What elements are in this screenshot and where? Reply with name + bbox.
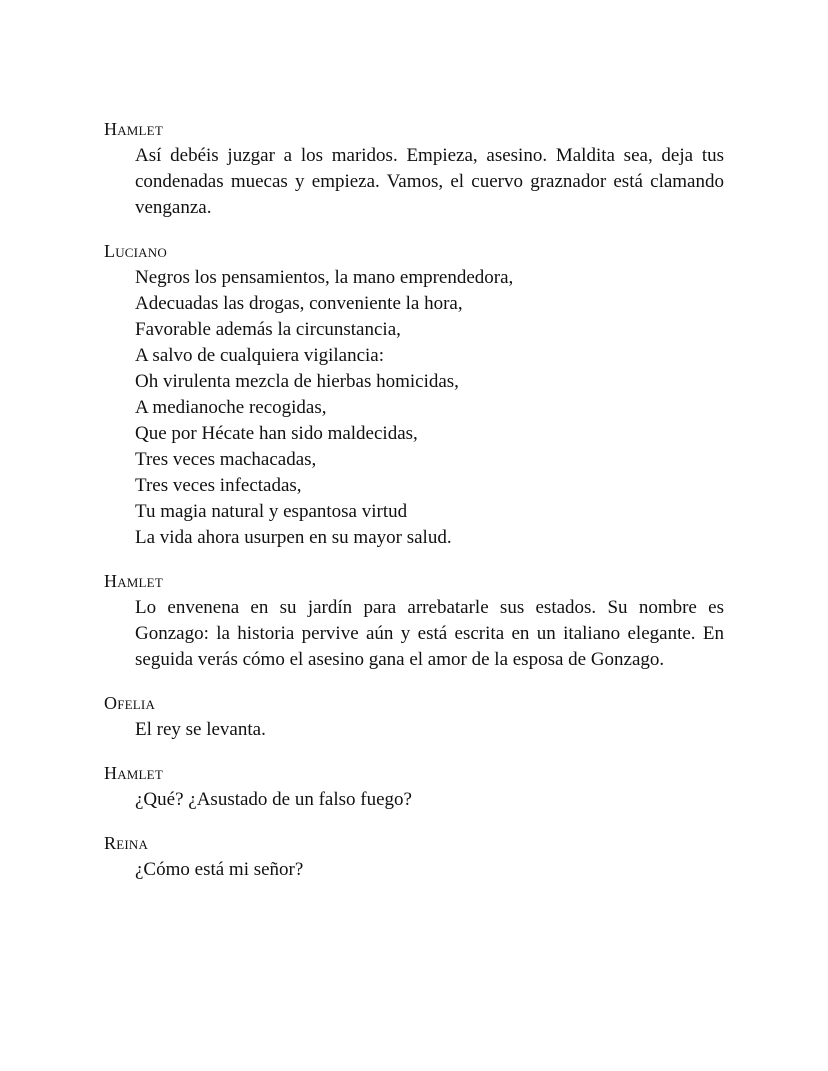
- speech-text: Así debéis juzgar a los maridos. Empieza, asesino. Maldita sea, deja tus condenadas muecas y empieza. Vamos, el cuervo graznador está clamando venganza.: [135, 145, 724, 218]
- verse-line: Adecuadas las drogas, conveniente la hora,: [135, 293, 463, 314]
- speech-text: ¿Cómo está mi señor?: [135, 859, 304, 880]
- verse-line: A medianoche recogidas,: [135, 397, 327, 418]
- speaker-name: Hamlet: [104, 763, 163, 783]
- verse-line: A salvo de cualquiera vigilancia:: [135, 345, 385, 366]
- speech-ofelia: [104, 690, 724, 743]
- verse-block: [135, 265, 724, 551]
- speaker-name: Reina: [104, 833, 149, 853]
- play-script: [104, 116, 724, 900]
- verse-line: La vida ahora usurpen en su mayor salud.: [135, 527, 452, 548]
- verse-line: Tres veces infectadas,: [135, 475, 302, 496]
- speech-luciano: [104, 238, 724, 551]
- speaker-name: Ofelia: [104, 693, 156, 713]
- speech-text: ¿Qué? ¿Asustado de un falso fuego?: [135, 789, 412, 810]
- speaker-name: Hamlet: [104, 119, 163, 139]
- speech-reina: [104, 830, 724, 883]
- speech-text: El rey se levanta.: [135, 719, 266, 740]
- speech-hamlet: [104, 568, 724, 673]
- verse-line: Favorable además la circunstancia,: [135, 319, 401, 340]
- speech-text: Lo envenena en su jardín para arrebatarle sus estados. Su nombre es Gonzago: la historia pervive aún y está escrita en un italiano elegante. En seguida verás cómo el asesino gana el amor de la esposa de Gonzago.: [135, 597, 724, 670]
- verse-line: Que por Hécate han sido maldecidas,: [135, 423, 418, 444]
- speech-hamlet: [104, 116, 724, 221]
- speaker-name: Hamlet: [104, 571, 163, 591]
- verse-line: Negros los pensamientos, la mano emprendedora,: [135, 267, 514, 288]
- verse-line: Tres veces machacadas,: [135, 449, 317, 470]
- speech-hamlet: [104, 760, 724, 813]
- speaker-name: Luciano: [104, 241, 167, 261]
- verse-line: Tu magia natural y espantosa virtud: [135, 501, 408, 522]
- verse-line: Oh virulenta mezcla de hierbas homicidas,: [135, 371, 459, 392]
